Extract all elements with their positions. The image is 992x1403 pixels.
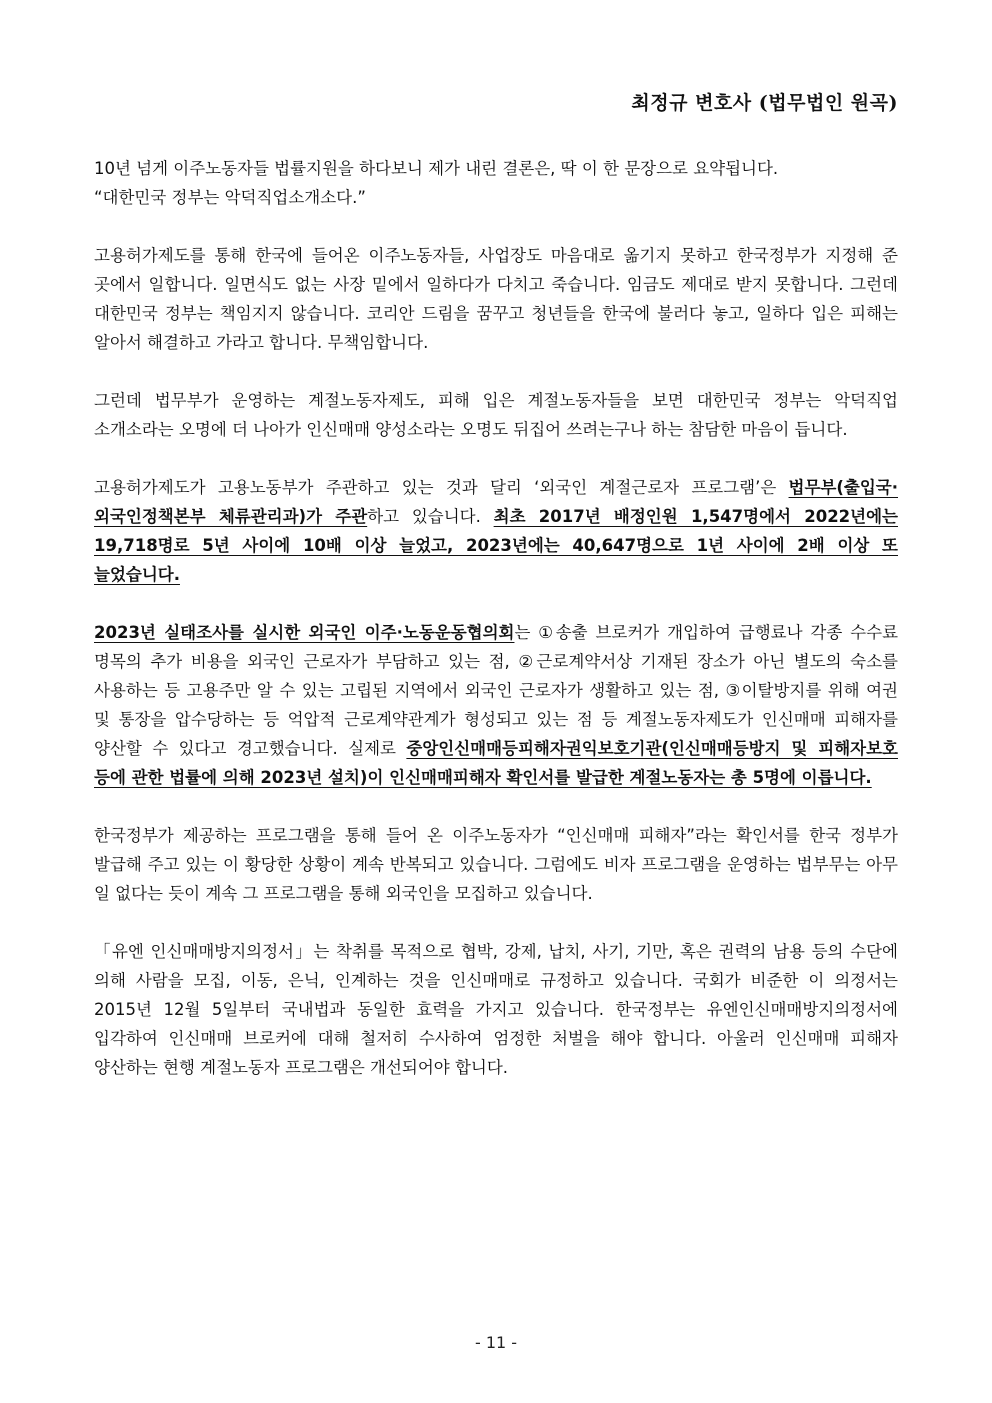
- emphasis-segment: 2023년 실태조사를 실시한 외국인 이주·노동운동협의회: [94, 623, 515, 642]
- emphasis-segment: 법무부(출입국·외국인정책본부 체류관리과)가 주관: [94, 478, 898, 526]
- paragraph-un-protocol: 「유엔 인신매매방지의정서」는 착취를 목적으로 협박, 강제, 납치, 사기, 기만, 혹은 권력의 남용 등의 수단에 의해 사람을 모집, 이동, 은닉, 인계하는 것을 인신매매로 규정하고 있습니다. 국회가 비준한 이 의정서는 2015년 12월 5일부터 국내법과 동일한 효력을 가지고 있습니다. 한국정부는 유엔인신매매방지의정서에 입각하여 인신매매 브로커에 대해 철저히 수사하여 엄정한 처벌을 해야 합니다. 아울러 인신매매 피해자 양산하는 현행 계절노동자 프로그램은 개선되어야 합니다.: [94, 942, 898, 1077]
- paragraph-survey-findings: [94, 618, 898, 792]
- document-body: [94, 154, 898, 1111]
- intro-quote: “대한민국 정부는 악덕직업소개소다.”: [94, 188, 366, 207]
- text-segment: 하고 있습니다.: [367, 507, 494, 526]
- emphasis-segment: 최초 2017년 배정인원 1,547명에서 2022년에는 19,718명로 5년 사이에 10배 이상 늘었고, 2023년에는 40,647명으로 1년 사이에 2배 이상 또 늘었습니다.: [94, 507, 898, 584]
- paragraph-victim-certificates: 한국정부가 제공하는 프로그램을 통해 들어 온 이주노동자가 “인신매매 피해자”라는 확인서를 한국 정부가 발급해 주고 있는 이 황당한 상황이 계속 반복되고 있습니다. 그럼에도 비자 프로그램을 운영하는 법부무는 아무 일 없다는 듯이 계속 그 프로그램을 통해 외국인을 모집하고 있습니다.: [94, 826, 898, 903]
- intro-line: 10년 넘게 이주노동자들 법률지원을 하다보니 제가 내린 결론은, 딱 이 한 문장으로 요약됩니다.: [94, 159, 779, 178]
- emphasis-segment: 중앙인신매매등피해자권익보호기관(인신매매등방지 및 피해자보호 등에 관한 법률에 의해 2023년 설치)이 인신매매피해자 확인서를 발급한 계절노동자는 총 5명에 이릅니다.: [94, 739, 898, 787]
- text-segment: 는 ①송출 브로커가 개입하여 급행료나 각종 수수료 명목의 추가 비용을 외국인 근로자가 부담하고 있는 점, ②근로계약서상 기재된 장소가 아닌 별도의 숙소를 사용하는 등 고용주만 알 수 있는 고립된 지역에서 외국인 근로자가 생활하고 있는 점, ③이탈방지를 위해 여권 및 통장을 압수당하는 등 억압적 근로계약관계가 형성되고 있는 점 등 계절노동자제도가 인신매매 피해자를 양산할 수 있다고 경고했습니다. 실제로: [94, 623, 899, 758]
- paragraph-seasonal-workers: 그런데 법무부가 운영하는 계절노동자제도, 피해 입은 계절노동자들을 보면 대한민국 정부는 악덕직업 소개소라는 오명에 더 나아가 인신매매 양성소라는 오명도 뒤집어 쓰려는구나 하는 참담한 마음이 듭니다.: [94, 391, 898, 439]
- paragraph-intro: [94, 154, 898, 212]
- author-heading: 최정규 변호사 (법무법인 원곡): [631, 92, 898, 114]
- text-segment: 고용허가제도가 고용노동부가 주관하고 있는 것과 달리 ‘외국인 계절근로자 프로그램’은: [94, 478, 789, 497]
- page-number: - 11 -: [474, 1333, 518, 1352]
- paragraph-program-growth: [94, 473, 898, 589]
- paragraph-employment-permit: 고용허가제도를 통해 한국에 들어온 이주노동자들, 사업장도 마음대로 옮기지 못하고 한국정부가 지정해 준 곳에서 일합니다. 일면식도 없는 사장 밑에서 일하다가 다치고 죽습니다. 임금도 제대로 받지 못합니다. 그런데 대한민국 정부는 책임지지 않습니다. 코리안 드림을 꿈꾸고 청년들을 한국에 불러다 놓고, 일하다 입은 피해는 알아서 해결하고 가라고 합니다. 무책임합니다.: [94, 246, 898, 352]
